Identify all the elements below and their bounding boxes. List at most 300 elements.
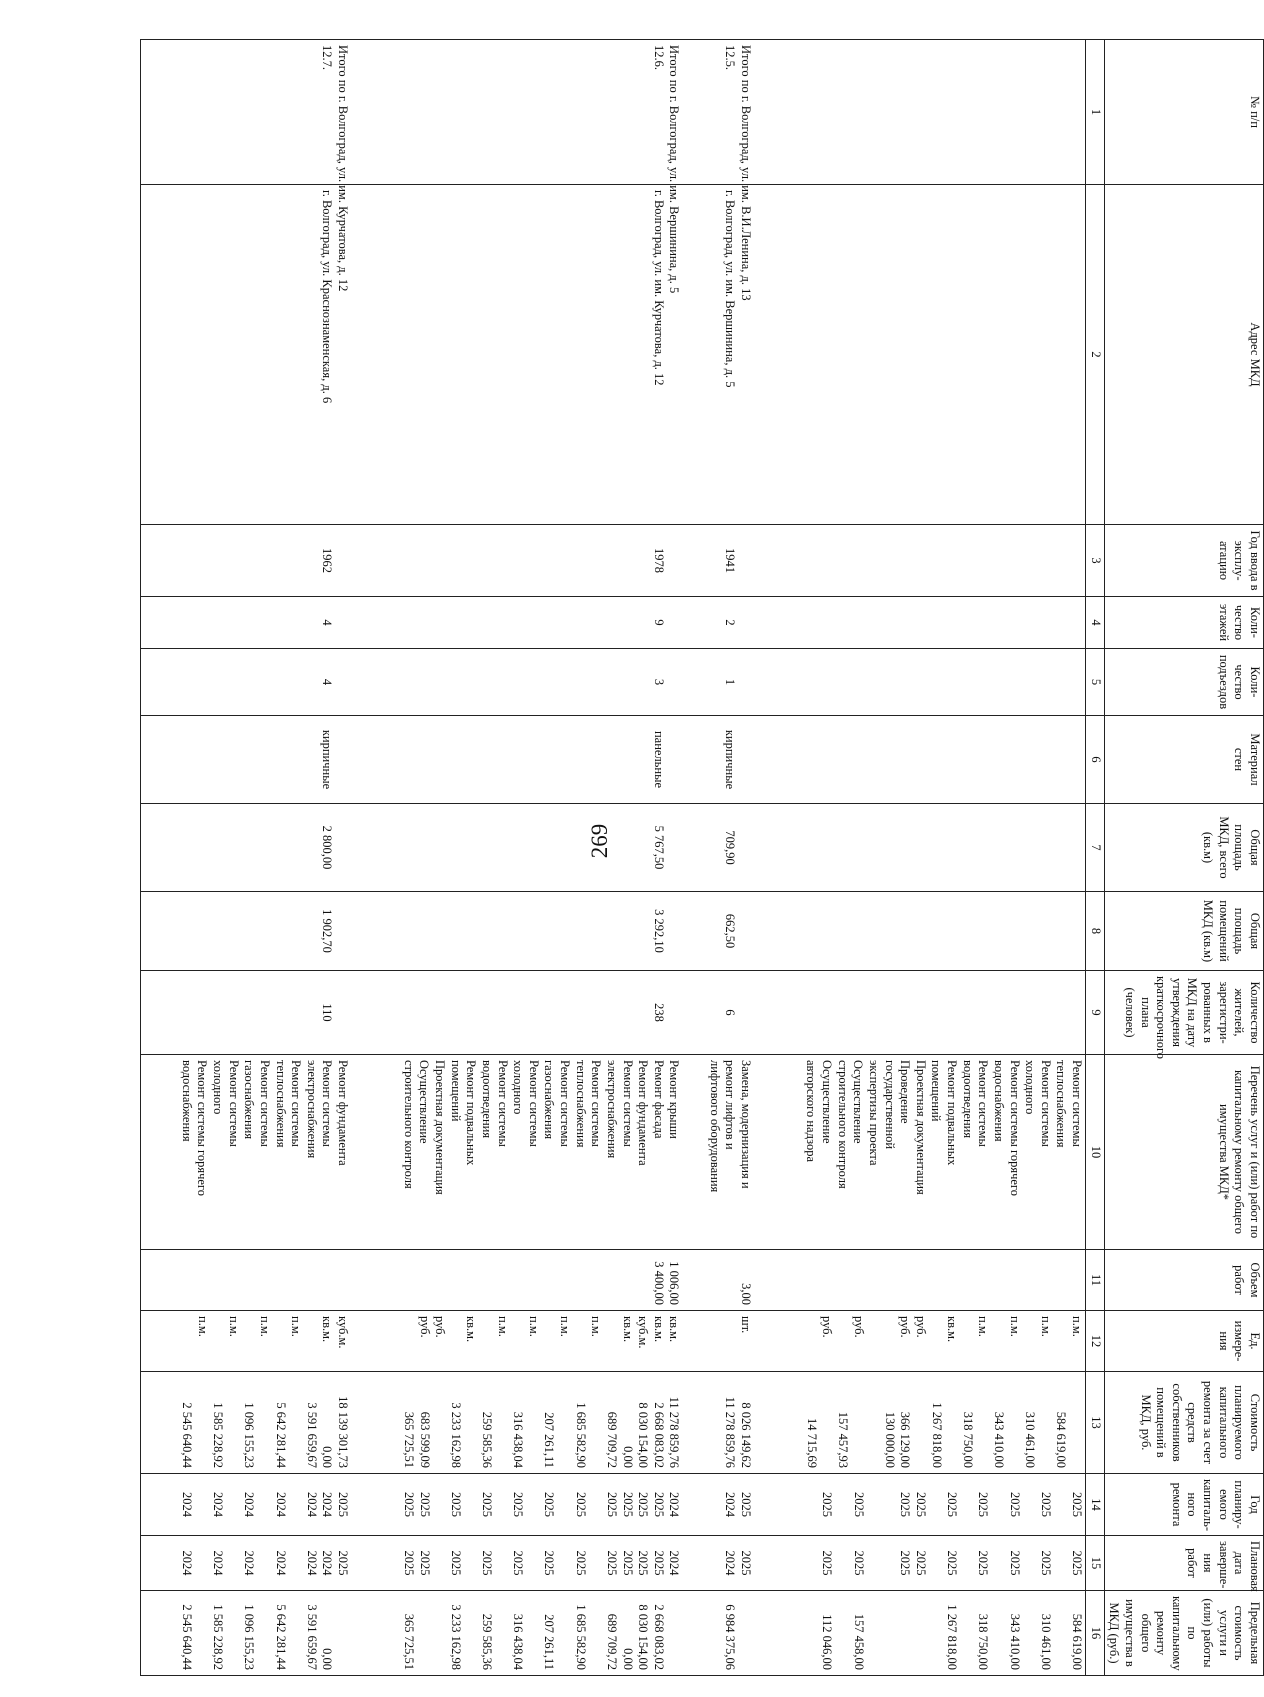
work-end: 2025 bbox=[914, 1550, 929, 1576]
work-volume bbox=[1037, 1255, 1053, 1305]
item-number-cell bbox=[754, 40, 1086, 185]
total-label: Итого по г. Волгоград, ул. им. Курчатова, д. 12 bbox=[336, 45, 351, 292]
info-value: 1978 bbox=[651, 548, 666, 573]
work-limit: 1 685 582,90 bbox=[573, 1604, 588, 1670]
work-year: 2025 bbox=[976, 1492, 991, 1517]
info-value: 4 bbox=[320, 678, 335, 686]
work-cost: 310 461,00 bbox=[1023, 1411, 1038, 1468]
work-end: 2025 bbox=[511, 1550, 526, 1576]
work-limit: 157 458,00 bbox=[851, 1613, 866, 1670]
work-end: 2024 bbox=[320, 1550, 335, 1576]
work-cost: 3 591 659,67 bbox=[304, 1402, 319, 1468]
info-value: кирпичные bbox=[723, 729, 738, 790]
work-year: 2025 bbox=[914, 1492, 929, 1517]
work-volume bbox=[944, 1255, 960, 1305]
work-unit: п.м. bbox=[195, 1316, 210, 1337]
work-limit: 5 642 281,44 bbox=[273, 1604, 288, 1670]
work-name: Ремонт системы bbox=[976, 1060, 991, 1147]
work-end: 2025 bbox=[573, 1550, 588, 1576]
year-cell bbox=[351, 1474, 682, 1536]
work-unit: куб.м. bbox=[636, 1316, 651, 1349]
header-cell: Плановая дата заверше-ния работ bbox=[1104, 1536, 1263, 1591]
work-name: Ремонт системы горячего bbox=[1007, 1060, 1022, 1196]
work-limit: 3 233 162,98 bbox=[448, 1604, 463, 1670]
address-cell bbox=[141, 185, 352, 525]
work-cost: 157 457,93 bbox=[835, 1411, 850, 1468]
info-value: 662,50 bbox=[723, 913, 738, 949]
work-limit: 0,00 bbox=[620, 1648, 635, 1670]
work-unit: п.м. bbox=[526, 1316, 541, 1337]
work-name: газоснабжения bbox=[542, 1060, 557, 1140]
info-material bbox=[141, 716, 352, 804]
work-end: 2024 bbox=[304, 1550, 319, 1576]
info-floors bbox=[754, 597, 1086, 649]
work-name: теплоснабжения bbox=[573, 1060, 588, 1148]
work-volume bbox=[463, 1255, 479, 1305]
info-value bbox=[1053, 897, 1069, 965]
work-cost: 11 278 859,76 bbox=[723, 1396, 738, 1468]
work-name: Ремонт системы bbox=[320, 1060, 335, 1147]
work-end: 2024 bbox=[723, 1550, 738, 1576]
column-number: 7 bbox=[1086, 804, 1105, 892]
work-end: 2025 bbox=[820, 1550, 835, 1576]
column-number: 9 bbox=[1086, 971, 1105, 1055]
info-area-rooms bbox=[141, 892, 352, 971]
section-row bbox=[351, 40, 682, 1676]
work-limit: 365 725,51 bbox=[401, 1613, 416, 1670]
work-volume bbox=[225, 1255, 241, 1305]
work-unit: кв.м. bbox=[651, 1316, 666, 1343]
work-end: 2024 bbox=[211, 1550, 226, 1576]
work-cost: 1 267 818,00 bbox=[929, 1402, 944, 1468]
works-cell bbox=[754, 1055, 1086, 1250]
work-unit: кв.м. bbox=[320, 1316, 335, 1343]
work-name: газоснабжения bbox=[242, 1060, 257, 1140]
year-cell bbox=[754, 1474, 1086, 1536]
info-area-total bbox=[351, 804, 682, 892]
limit-cell bbox=[141, 1591, 352, 1676]
work-cost: 3 233 162,98 bbox=[448, 1402, 463, 1468]
info-material bbox=[754, 716, 1086, 804]
work-year: 2025 bbox=[636, 1492, 651, 1517]
work-cost: 2 668 083,02 bbox=[651, 1402, 666, 1468]
section-row bbox=[682, 40, 753, 1676]
address-line: г. Волгоград, ул. Краснознаменская, д. 6 bbox=[320, 190, 335, 404]
header-cell: Адрес МКД bbox=[1104, 185, 1263, 525]
total-label bbox=[1069, 45, 1085, 179]
work-cost: 5 642 281,44 bbox=[273, 1402, 288, 1468]
work-volume bbox=[194, 1255, 210, 1305]
column-number: 6 bbox=[1086, 716, 1105, 804]
work-cost: 683 599,09 bbox=[417, 1411, 432, 1468]
work-unit: п.м. bbox=[976, 1316, 991, 1337]
unit-cell bbox=[682, 1311, 753, 1372]
header-cell: Общая площадь МКД, всего (кв.м) bbox=[1104, 804, 1263, 892]
info-value: панельные bbox=[651, 730, 666, 789]
info-area-total bbox=[754, 804, 1086, 892]
work-cost: 365 725,51 bbox=[401, 1411, 416, 1468]
work-year: 2025 bbox=[480, 1492, 495, 1517]
column-number: 1 bbox=[1086, 40, 1105, 185]
work-name: лифтового оборудования bbox=[707, 1060, 722, 1193]
work-end: 2025 bbox=[417, 1550, 432, 1576]
info-residents bbox=[141, 971, 352, 1055]
works-cell bbox=[682, 1055, 753, 1250]
work-unit: руб. bbox=[417, 1316, 432, 1338]
header-cell: № п/п bbox=[1104, 40, 1263, 185]
info-area-total bbox=[141, 804, 352, 892]
work-name: Осуществление bbox=[417, 1060, 432, 1144]
work-name: Проектная документация bbox=[913, 1060, 928, 1195]
work-name: Проектная документация bbox=[433, 1060, 448, 1195]
work-unit: п.м. bbox=[1070, 1316, 1085, 1337]
work-unit: п.м. bbox=[495, 1316, 510, 1337]
info-year bbox=[682, 525, 753, 597]
info-value: 2 bbox=[723, 619, 738, 626]
unit-cell bbox=[754, 1311, 1086, 1372]
info-value: 6 bbox=[723, 1009, 738, 1016]
header-cell: Год планиру-емого капиталь-ного ремонта bbox=[1104, 1474, 1263, 1536]
work-year: 2025 bbox=[511, 1492, 526, 1517]
work-year: 2025 bbox=[945, 1492, 960, 1517]
work-limit: 1 585 228,92 bbox=[211, 1604, 226, 1670]
work-cost: 584 619,00 bbox=[1054, 1411, 1069, 1468]
work-volume bbox=[975, 1255, 991, 1305]
info-entrances bbox=[682, 649, 753, 716]
work-volume bbox=[525, 1255, 541, 1305]
info-floors bbox=[682, 597, 753, 649]
total-year: 2025 bbox=[336, 1492, 351, 1517]
end-cell bbox=[351, 1536, 682, 1591]
info-entrances bbox=[141, 649, 352, 716]
item-number-cell bbox=[141, 40, 352, 292]
year-cell bbox=[141, 1474, 352, 1536]
work-cost: 8 030 154,00 bbox=[636, 1402, 651, 1468]
work-name: Осуществление bbox=[820, 1060, 835, 1144]
work-year: 2024 bbox=[273, 1492, 288, 1517]
work-name: Ремонт системы bbox=[620, 1060, 635, 1147]
work-volume bbox=[635, 1255, 651, 1305]
work-end: 2025 bbox=[620, 1550, 635, 1576]
cost-cell bbox=[682, 1372, 753, 1474]
work-unit: руб. bbox=[433, 1316, 448, 1338]
work-end: 2025 bbox=[636, 1550, 651, 1576]
work-year: 2025 bbox=[898, 1492, 913, 1517]
work-year: 2024 bbox=[320, 1492, 335, 1517]
limit-cell bbox=[351, 1591, 682, 1676]
address-line: г. Волгоград, ул. им. Вершинина, д. 5 bbox=[723, 190, 738, 388]
volume-cell bbox=[754, 1250, 1086, 1311]
work-name: Замена, модернизация и bbox=[738, 1060, 753, 1189]
info-value: 1 902,70 bbox=[320, 909, 335, 953]
info-material bbox=[682, 716, 753, 804]
work-limit: 1 096 155,23 bbox=[242, 1604, 257, 1670]
header-cell: Общая площадь помещений МКД (кв.м) bbox=[1104, 892, 1263, 971]
column-number: 2 bbox=[1086, 185, 1105, 525]
info-value bbox=[1053, 976, 1069, 1049]
work-name: холодного bbox=[1023, 1060, 1038, 1115]
work-cost: 130 000,00 bbox=[882, 1411, 897, 1468]
work-name: Ремонт системы bbox=[589, 1060, 604, 1147]
work-name: помещений bbox=[448, 1060, 463, 1122]
work-name: строительного контроля bbox=[401, 1060, 416, 1189]
work-volume: 1 006,00 bbox=[667, 1261, 682, 1305]
info-value: 1962 bbox=[320, 548, 335, 573]
work-end: 2025 bbox=[851, 1550, 866, 1576]
info-year bbox=[754, 525, 1086, 597]
info-floors bbox=[351, 597, 682, 649]
unit-cell bbox=[141, 1311, 352, 1372]
work-limit: 112 046,00 bbox=[820, 1614, 835, 1670]
work-volume bbox=[256, 1255, 272, 1305]
work-cost: 2 545 640,44 bbox=[179, 1402, 194, 1468]
header-cell: Коли-чество этажей bbox=[1104, 597, 1263, 649]
column-number: 11 bbox=[1086, 1250, 1105, 1311]
work-name: Ремонт фундамента bbox=[336, 1060, 351, 1166]
column-number: 14 bbox=[1086, 1474, 1105, 1536]
total-end: 2024 bbox=[667, 1550, 682, 1576]
work-end: 2025 bbox=[1038, 1550, 1053, 1576]
limit-cell bbox=[682, 1591, 753, 1676]
work-year: 2024 bbox=[179, 1492, 194, 1517]
info-value: 238 bbox=[651, 1003, 666, 1022]
column-number: 16 bbox=[1086, 1591, 1105, 1676]
cost-cell bbox=[754, 1372, 1086, 1474]
work-cost: 14 715,69 bbox=[804, 1418, 819, 1468]
work-name: водоотведения bbox=[479, 1060, 494, 1139]
work-unit: кв.м. bbox=[464, 1316, 479, 1343]
work-name: водоотведения bbox=[960, 1060, 975, 1139]
column-number: 8 bbox=[1086, 892, 1105, 971]
info-value: 1 bbox=[723, 678, 738, 686]
work-unit: кв.м. bbox=[667, 1316, 682, 1343]
work-volume bbox=[334, 1255, 350, 1305]
work-name: Ремонт подвальных bbox=[945, 1060, 960, 1166]
work-name: холодного bbox=[511, 1060, 526, 1115]
work-year: 2025 bbox=[417, 1492, 432, 1517]
info-value: 3 292,10 bbox=[651, 909, 666, 953]
work-year: 2025 bbox=[1007, 1492, 1022, 1517]
info-value: 709,90 bbox=[723, 830, 738, 865]
work-limit bbox=[416, 1596, 432, 1670]
end-cell bbox=[682, 1536, 753, 1591]
work-volume bbox=[319, 1255, 335, 1305]
volume-cell bbox=[141, 1250, 352, 1311]
header-cell: Год ввода в эксплу-атацию bbox=[1104, 525, 1263, 597]
work-unit: п.м. bbox=[258, 1316, 273, 1337]
work-end: 2025 bbox=[542, 1550, 557, 1576]
work-cost: 316 438,04 bbox=[511, 1411, 526, 1468]
work-unit: руб. bbox=[820, 1316, 835, 1338]
work-unit: п.м. bbox=[558, 1316, 573, 1337]
info-value: 1941 bbox=[723, 548, 738, 573]
work-name: Ремонт подвальных bbox=[464, 1060, 479, 1166]
work-cost: 689 709,72 bbox=[604, 1411, 619, 1468]
work-limit: 8 030 154,00 bbox=[636, 1604, 651, 1670]
section-row bbox=[754, 40, 1086, 1676]
info-residents bbox=[351, 971, 682, 1055]
work-year: 2025 bbox=[573, 1492, 588, 1517]
work-name: Ремонт крыши bbox=[667, 1060, 682, 1139]
work-volume: 3 400,00 bbox=[651, 1261, 666, 1305]
item-number: 12.6. bbox=[651, 45, 666, 70]
work-volume bbox=[819, 1255, 835, 1305]
info-material bbox=[351, 716, 682, 804]
work-limit: 1 267 818,00 bbox=[945, 1604, 960, 1670]
header-cell: Количество жителей, зарегистри-рованных в МКД на дату утверждения краткосрочного плана (человек) bbox=[1104, 971, 1263, 1055]
total-label: Итого по г. Волгоград, ул. им. Вершинина, д. 5 bbox=[667, 45, 682, 294]
address-cell bbox=[351, 185, 682, 525]
info-year bbox=[141, 525, 352, 597]
info-value bbox=[1053, 721, 1069, 798]
work-end: 2025 bbox=[401, 1550, 416, 1576]
info-entrances bbox=[754, 649, 1086, 716]
work-limit: 2 668 083,02 bbox=[651, 1604, 666, 1670]
work-name: Ремонт системы bbox=[226, 1060, 241, 1147]
work-limit: 310 461,00 bbox=[1038, 1613, 1053, 1670]
info-value bbox=[1053, 809, 1069, 886]
work-year: 2025 bbox=[604, 1492, 619, 1517]
total-cost: 18 139 301,73 bbox=[336, 1396, 351, 1468]
work-unit: кв.м. bbox=[620, 1316, 635, 1343]
work-end: 2025 bbox=[976, 1550, 991, 1576]
column-number: 15 bbox=[1086, 1536, 1105, 1591]
work-volume bbox=[494, 1255, 510, 1305]
work-volume bbox=[556, 1255, 572, 1305]
work-unit: п.м. bbox=[1038, 1316, 1053, 1337]
cost-cell bbox=[351, 1372, 682, 1474]
page-number: 269 bbox=[587, 823, 612, 859]
capital-repair-table bbox=[140, 39, 1264, 1676]
header-cell: Перечень услуг и (или) работ по капитальному ремонту общего имущества МКД* bbox=[1104, 1055, 1263, 1250]
work-name: Ремонт системы bbox=[495, 1060, 510, 1147]
work-volume bbox=[912, 1255, 928, 1305]
info-entrances bbox=[351, 649, 682, 716]
info-area-rooms bbox=[754, 892, 1086, 971]
info-value: 3 bbox=[651, 678, 666, 686]
column-number: 3 bbox=[1086, 525, 1105, 597]
work-name: Ремонт системы горячего bbox=[195, 1060, 210, 1196]
work-year: 2025 bbox=[542, 1492, 557, 1517]
year-cell bbox=[682, 1474, 753, 1536]
info-value bbox=[1053, 654, 1069, 710]
work-name: холодного bbox=[211, 1060, 226, 1115]
work-cost: 1 685 582,90 bbox=[573, 1402, 588, 1468]
work-name: Ремонт фундамента bbox=[636, 1060, 651, 1166]
work-cost: 259 585,36 bbox=[480, 1411, 495, 1468]
work-volume bbox=[850, 1255, 866, 1305]
header-cell: Объем работ bbox=[1104, 1250, 1263, 1311]
work-unit: п.м. bbox=[589, 1316, 604, 1337]
work-limit bbox=[912, 1596, 928, 1670]
work-year: 2025 bbox=[620, 1492, 635, 1517]
work-limit: 316 438,04 bbox=[511, 1613, 526, 1670]
work-year: 2024 bbox=[304, 1492, 319, 1517]
end-cell bbox=[754, 1536, 1086, 1591]
volume-cell bbox=[351, 1250, 682, 1311]
info-area-total bbox=[682, 804, 753, 892]
work-name: водоснабжения bbox=[179, 1060, 194, 1142]
work-cost: 1 585 228,92 bbox=[211, 1402, 226, 1468]
work-cost: 343 410,00 bbox=[992, 1411, 1007, 1468]
work-name: Ремонт фасада bbox=[651, 1060, 666, 1139]
header-cell: Материал стен bbox=[1104, 716, 1263, 804]
info-area-rooms bbox=[351, 892, 682, 971]
end-cell bbox=[141, 1536, 352, 1591]
info-value: 110 bbox=[320, 1003, 335, 1022]
header-cell: Коли-чество подъездов bbox=[1104, 649, 1263, 716]
work-end: 2025 bbox=[1007, 1550, 1022, 1576]
work-name: Ремонт системы bbox=[289, 1060, 304, 1147]
info-value: кирпичные bbox=[320, 729, 335, 790]
item-number: 12.5. bbox=[723, 45, 738, 70]
header-cell: Стоимость планируемого капитального ремонта за счет средств собственников помещений в МКД, руб. bbox=[1104, 1372, 1263, 1474]
work-volume bbox=[897, 1255, 913, 1305]
work-year: 2025 bbox=[651, 1492, 666, 1517]
work-unit: руб. bbox=[914, 1316, 929, 1338]
total-cost bbox=[1069, 1377, 1085, 1468]
work-limit: 259 585,36 bbox=[480, 1613, 495, 1670]
work-volume bbox=[1069, 1255, 1085, 1305]
work-limit: 6 984 375,06 bbox=[723, 1604, 738, 1670]
work-limit: 0,00 bbox=[320, 1648, 335, 1670]
work-cost: 1 096 155,23 bbox=[242, 1402, 257, 1468]
work-volume bbox=[1006, 1255, 1022, 1305]
work-limit bbox=[897, 1596, 913, 1670]
work-end: 2024 bbox=[242, 1550, 257, 1576]
work-cost: 0,00 bbox=[320, 1446, 335, 1468]
work-end: 2025 bbox=[651, 1550, 666, 1576]
column-number-row bbox=[1086, 40, 1105, 1676]
work-name: водоснабжения bbox=[992, 1060, 1006, 1142]
work-limit: 584 619,00 bbox=[1070, 1613, 1085, 1670]
work-cost: 366 129,00 bbox=[898, 1411, 913, 1468]
work-year: 2024 bbox=[242, 1492, 257, 1517]
info-value: 5 767,50 bbox=[651, 825, 666, 870]
work-volume bbox=[288, 1255, 304, 1305]
info-floors bbox=[141, 597, 352, 649]
work-name: теплоснабжения bbox=[273, 1060, 288, 1148]
work-unit: п.м. bbox=[1007, 1316, 1022, 1337]
work-year: 2025 bbox=[851, 1492, 866, 1517]
work-unit: руб. bbox=[898, 1316, 913, 1338]
work-name: помещений bbox=[929, 1060, 944, 1122]
cost-cell bbox=[141, 1372, 352, 1474]
work-unit: п.м. bbox=[289, 1316, 304, 1337]
work-unit: руб. bbox=[851, 1316, 866, 1338]
work-name: Ремонт системы bbox=[1070, 1060, 1085, 1147]
total-cost: 11 278 859,76 bbox=[667, 1396, 682, 1468]
work-name: электроснабжения bbox=[604, 1060, 619, 1159]
info-value: 9 bbox=[651, 619, 666, 626]
work-name: Осуществление bbox=[851, 1060, 866, 1144]
work-year: 2025 bbox=[448, 1492, 463, 1517]
total-year: 2025 bbox=[738, 1492, 753, 1517]
info-value bbox=[1053, 602, 1069, 643]
work-volume bbox=[588, 1255, 604, 1305]
work-volume bbox=[416, 1255, 432, 1305]
info-value bbox=[1053, 530, 1069, 591]
work-volume bbox=[432, 1255, 448, 1305]
work-year: 2025 bbox=[1038, 1492, 1053, 1517]
work-limit: 2 545 640,44 bbox=[179, 1604, 194, 1670]
total-end: 2025 bbox=[738, 1550, 753, 1576]
work-name: электроснабжения bbox=[304, 1060, 319, 1159]
work-unit: кв.м. bbox=[945, 1316, 960, 1343]
column-number: 4 bbox=[1086, 597, 1105, 649]
works-cell bbox=[351, 1055, 682, 1250]
work-name: экспертизы проекта bbox=[867, 1060, 881, 1166]
